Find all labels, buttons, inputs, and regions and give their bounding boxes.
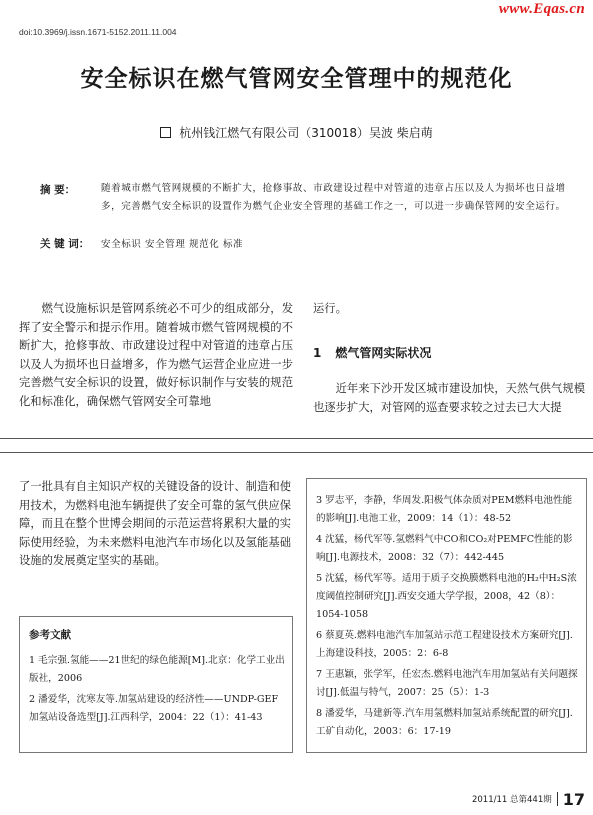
reference-item: 7 王惠颖，张学军，任宏杰.燃料电池汽车用加氢站有关问题探讨[J].低温与特气，2007：25（5）：1-3 (316, 669, 578, 698)
issue-info: 2011/11 总第441期 (471, 795, 552, 805)
page-number: 17 (562, 790, 585, 809)
page-divider-top (0, 438, 593, 439)
reference-item: 8 潘爱华，马建新等.汽车用氢燃料加氢站系统配置的研究[J].工矿自动化，2003：6：17-19 (316, 708, 573, 737)
references-list-right (316, 492, 580, 744)
author-text: 杭州钱江燃气有限公司（310018）吴波 柴启萌 (179, 126, 433, 140)
doi-line: doi:10.3969/j.issn.1671-5152.2011.11.004 (19, 27, 177, 37)
references-box-left (19, 616, 293, 753)
section-title: 燃气管网实际状况 (335, 346, 432, 360)
reference-item: 4 沈猛，杨代军等.氢燃料气中CO和CO₂对PEMFC性能的影响[J].电源技术，2008：32（7）：442-445 (316, 534, 573, 563)
section-number: 1 (313, 346, 322, 360)
author-line (0, 124, 593, 141)
section-heading (313, 344, 431, 361)
reference-item: 6 蔡夏英.燃料电池汽车加氢站示范工程建设技术方案研究[J].上海建设科技，2005：2：6-8 (316, 630, 573, 659)
references-title: 参考文献 (29, 629, 71, 641)
section-paragraph: 近年来下沙开发区城市建设加快，天然气供气规模也逐步扩大，对管网的巡查要求较之过去已大大提 (313, 382, 585, 414)
watermark-text: www.Eqas.cn (498, 1, 585, 17)
reference-item: 5 沈猛，杨代军等。适用于质子交换膜燃料电池的H₂中H₂S浓度阈值控制研究[J].西安交通大学学报，2008，42（8）：1054-1058 (316, 573, 577, 620)
references-list-left (29, 652, 286, 730)
reference-item: 1 毛宗强.氢能——21世纪的绿色能源[M].北京：化学工业出版社，2006 (29, 655, 285, 684)
page-divider-bottom (0, 452, 593, 453)
article-title: 安全标识在燃气管网安全管理中的规范化 (80, 66, 513, 92)
footer-divider (557, 792, 558, 806)
page-footer (472, 790, 585, 809)
intro-continuation: 运行。 (313, 302, 347, 315)
intro-paragraph: 燃气设施标识是管网系统必不可少的组成部分，发挥了安全警示和提示作用。随着城市燃气管网规模的不断扩大，抢修事故、市政建设过程中对管道的违章占压以及人为损坏也日益增多，作为燃气运营企业应进一步完善燃气安全标识的设置，做好标识制作与安装的规范化和标准化，确保燃气管网安全可靠地 (19, 302, 293, 408)
square-icon (160, 127, 171, 138)
keywords-label: 关 键 词： (40, 238, 90, 250)
lower-paragraph: 了一批具有自主知识产权的关键设备的设计、制造和使用技术，为燃料电池车辆提供了安全可靠的氢气供应保障，而且在整个世博会期间的示范运营将累积大量的实际使用经验，为未来燃料电池汽车市场化以及氢能基础设施的发展奠定坚实的基础。 (19, 480, 291, 568)
references-box-right (306, 478, 587, 753)
reference-item: 2 潘爱华，沈寒友等.加氢站建设的经济性——UNDP-GEF加氢站设备选型[J].江西科学，2004：22（1）：41-43 (29, 694, 279, 723)
abstract-text: 随着城市燃气管网规模的不断扩大，抢修事故、市政建设过程中对管道的违章占压以及人为损坏也日益增多，完善燃气安全标识的设置作为燃气企业安全管理的基础工作之一，可以进一步确保管网的安全运行。 (101, 183, 566, 212)
keywords-text: 安全标识 安全管理 规范化 标准 (101, 239, 244, 250)
abstract-label: 摘 要： (40, 184, 76, 196)
reference-item: 3 罗志平，李静，华周发.阳极气体杂质对PEM燃料电池性能的影响[J].电池工业，2009：14（1）：48-52 (316, 495, 573, 524)
